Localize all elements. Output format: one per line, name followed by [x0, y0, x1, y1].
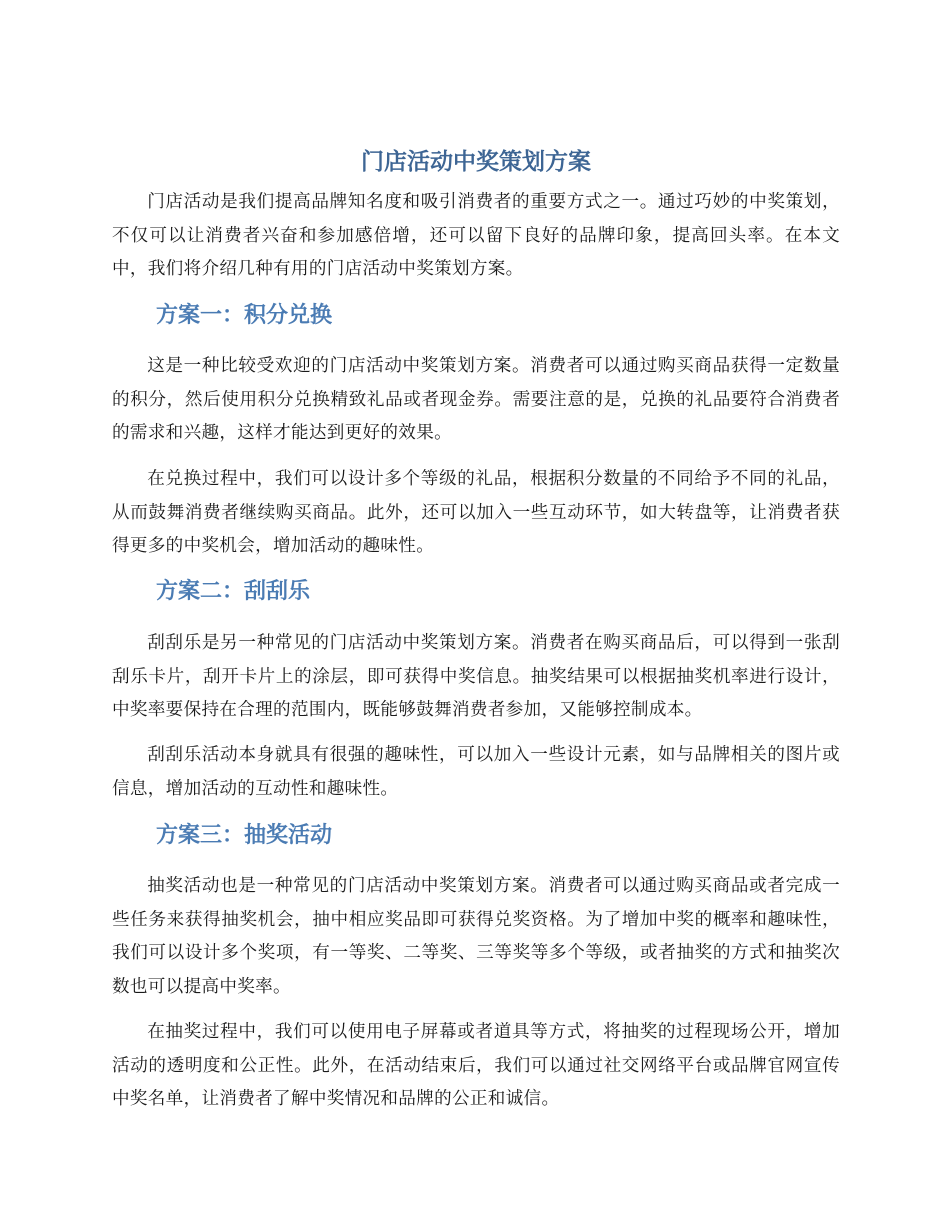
section-1-heading: 方案一：积分兑换	[156, 303, 333, 328]
section-2-paragraph-1: 刮刮乐是另一种常见的门店活动中奖策划方案。消费者在购买商品后，可以得到一张刮刮乐卡片，刮开卡片上的涂层，即可获得中奖信息。抽奖结果可以根据抽奖机率进行设计，中奖率要保持在合理的范围内，既能够鼓舞消费者参加，又能够控制成本。	[112, 633, 840, 720]
intro-paragraph: 门店活动是我们提高品牌知名度和吸引消费者的重要方式之一。通过巧妙的中奖策划，不仅可以让消费者兴奋和参加感倍增，还可以留下良好的品牌印象，提高回头率。在本文中，我们将介绍几种有用的门店活动中奖策划方案。	[112, 192, 840, 279]
section-3-paragraph-1: 抽奖活动也是一种常见的门店活动中奖策划方案。消费者可以通过购买商品或者完成一些任务来获得抽奖机会，抽中相应奖品即可获得兑奖资格。为了增加中奖的概率和趣味性，我们可以设计多个奖项，有一等奖、二等奖、三等奖等多个等级，或者抽奖的方式和抽奖次数也可以提高中奖率。	[112, 876, 840, 997]
section-1-paragraph-1: 这是一种比较受欢迎的门店活动中奖策划方案。消费者可以通过购买商品获得一定数量的积分，然后使用积分兑换精致礼品或者现金券。需要注意的是，兑换的礼品要符合消费者的需求和兴趣，这样才能达到更好的效果。	[112, 356, 840, 443]
document-title: 门店活动中奖策划方案	[361, 149, 591, 175]
section-1-paragraph-2: 在兑换过程中，我们可以设计多个等级的礼品，根据积分数量的不同给予不同的礼品，从而鼓舞消费者继续购买商品。此外，还可以加入一些互动环节，如大转盘等，让消费者获得更多的中奖机会，增加活动的趣味性。	[112, 469, 840, 556]
section-2-paragraph-2: 刮刮乐活动本身就具有很强的趣味性，可以加入一些设计元素，如与品牌相关的图片或信息，增加活动的互动性和趣味性。	[112, 745, 840, 799]
section-2-heading: 方案二：刮刮乐	[156, 579, 311, 604]
section-3-heading: 方案三：抽奖活动	[156, 823, 333, 848]
section-3-paragraph-2: 在抽奖过程中，我们可以使用电子屏幕或者道具等方式，将抽奖的过程现场公开，增加活动的透明度和公正性。此外，在活动结束后，我们可以通过社交网络平台或品牌官网宣传中奖名单，让消费者了解中奖情况和品牌的公正和诚信。	[112, 1022, 840, 1109]
